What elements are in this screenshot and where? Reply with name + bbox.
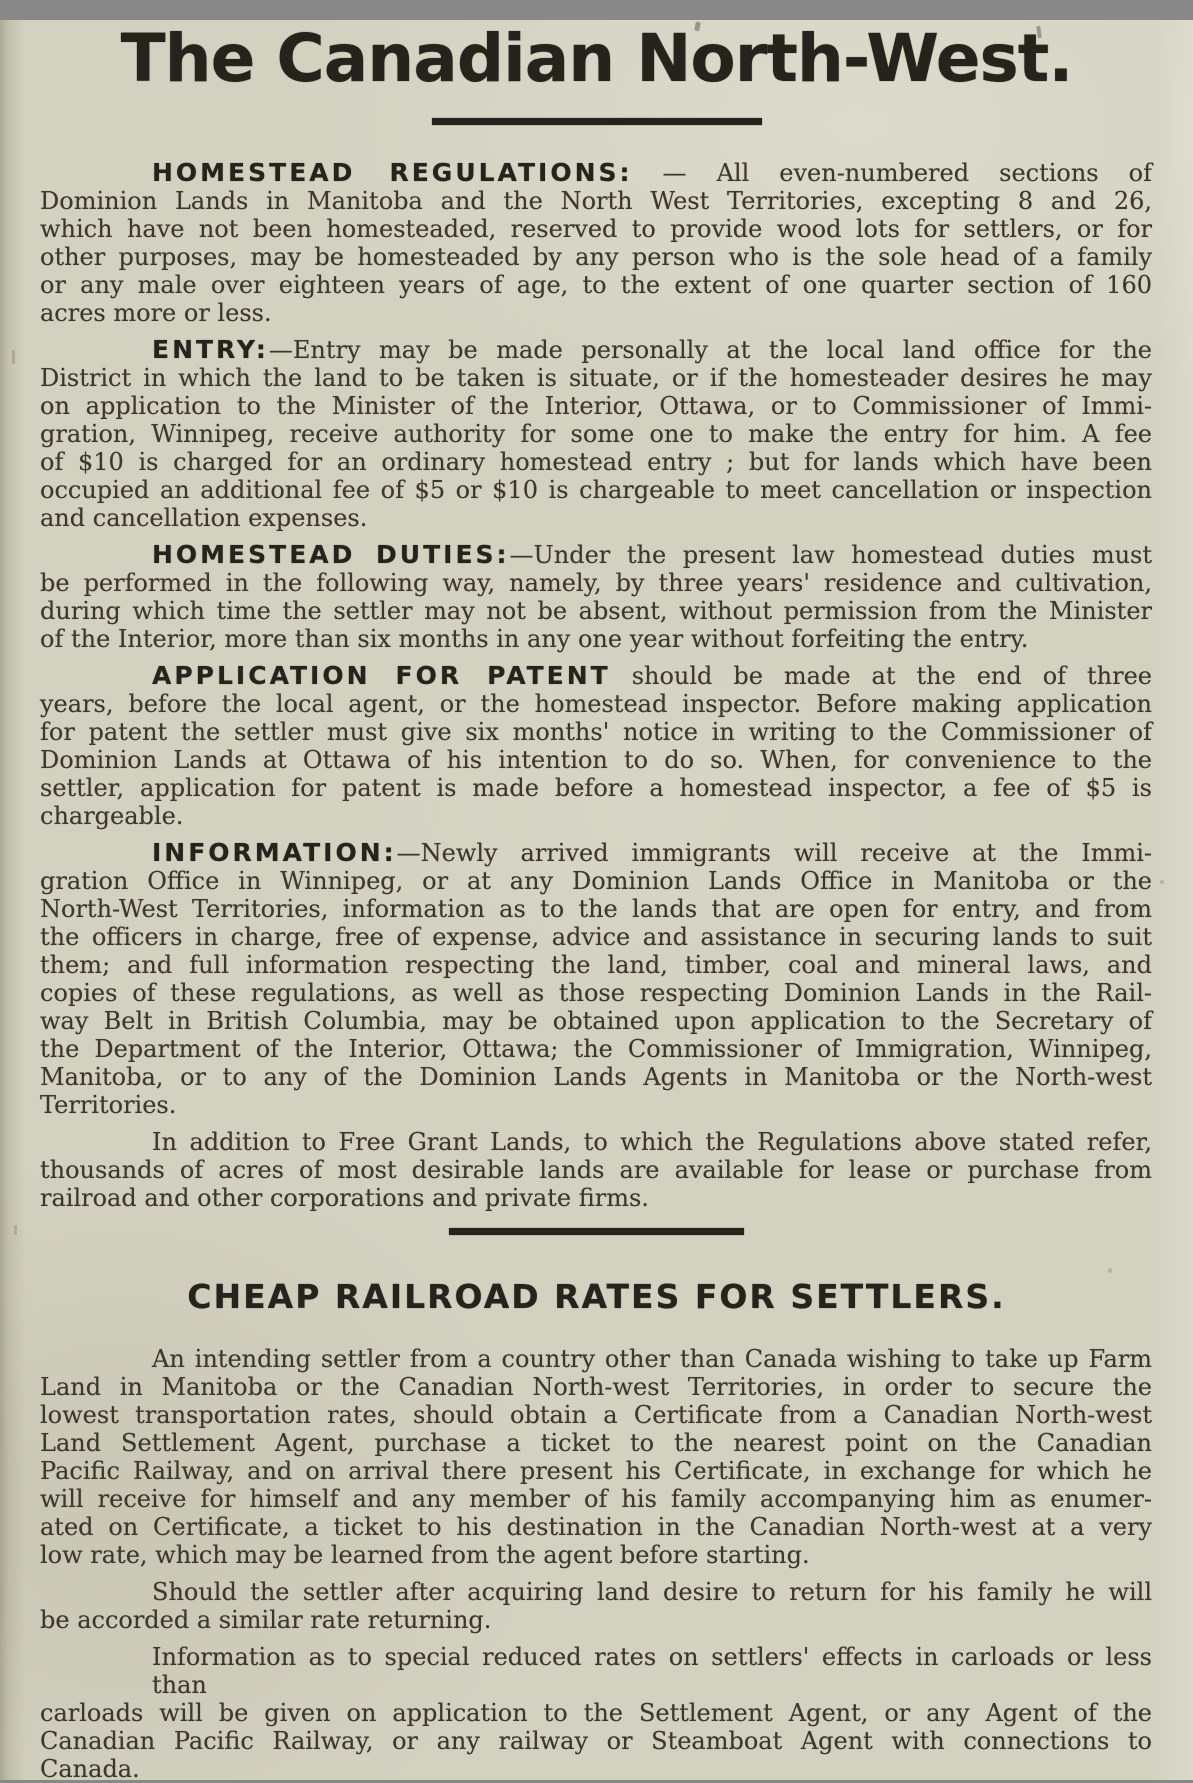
paragraph [40,839,1152,1119]
text-line: gration Office in Winnipeg, or at any Dominion Lands Office in Manitoba or the [40,867,1152,895]
text-line: be accorded a similar rate returning. [40,1606,492,1634]
text-line: during which time the settler may not be absent, without permission from the Minister [40,597,1152,625]
text-line: other purposes, may be homesteaded by any person who is the sole head of a family [40,243,1152,271]
text-line [40,839,1152,867]
text-line: District in which the land to be taken is situate, or if the homesteader desires he may [40,364,1152,392]
text-line-first: —Entry may be made personally at the local land office for the [268,336,1152,364]
text-line: or any male over eighteen years of age, to the extent of one quarter section of 160 [40,271,1152,299]
text-line [40,159,1152,187]
paragraph-lead: HOMESTEAD REGULATIONS: [152,158,633,187]
text-line: the Department of the Interior, Ottawa; the Commissioner of Immigration, Winnipeg, [40,1035,1152,1063]
text-line [40,1128,1152,1156]
text-line: way Belt in British Columbia, may be obtained upon application to the Secretary of [40,1007,1152,1035]
text-line [40,1643,1152,1699]
text-line [40,662,1152,690]
text-line: of the Interior, more than six months in any one year without forfeiting the entry. [40,625,1029,653]
homestead-regulations-section [40,159,1152,1212]
text-line [40,541,1152,569]
paragraph [40,336,1152,532]
text-line-first: Information as to special reduced rates on settlers' effects in carloads or less than [152,1643,1152,1699]
text-line: Canada. [40,1755,140,1783]
text-line: lowest transportation rates, should obtain a Certificate from a Canadian North-west [40,1401,1152,1429]
text-line: years, before the local agent, or the homestead inspector. Before making application [40,690,1152,718]
paragraph [40,1578,1152,1634]
paragraph [40,1643,1152,1783]
paragraph [40,1345,1152,1569]
text-line: Manitoba, or to any of the Dominion Lands Agents in Manitoba or the North-west [40,1063,1152,1091]
railroad-rates-section [40,1345,1152,1783]
paper-speck [12,350,15,364]
paragraph [40,159,1152,327]
paragraph-lead: HOMESTEAD DUTIES: [152,540,510,569]
paper-speck [14,1225,17,1235]
text-line-first: — All even-numbered sections of [632,159,1152,187]
text-line: on application to the Minister of the Interior, Ottawa, or to Commissioner of Immi- [40,392,1152,420]
text-line: railroad and other corporations and private firms. [40,1184,649,1212]
paper-speck [940,1072,944,1076]
text-line: settler, application for patent is made before a homestead inspector, a fee of $5 is [40,774,1152,802]
text-line-first: In addition to Free Grant Lands, to which the Regulations above stated refer, [152,1128,1152,1156]
text-line [40,1345,1152,1373]
paragraph-lead: APPLICATION FOR PATENT [152,661,611,690]
paper-speck [178,1528,181,1532]
paragraph-lead: ENTRY: [152,335,269,364]
text-line: Land Settlement Agent, purchase a ticket to the nearest point on the Canadian [40,1429,1152,1457]
title-divider-rule [432,118,762,125]
page-title: The Canadian North-West. [120,20,1073,97]
text-line [40,1578,1152,1606]
paragraph-lead: INFORMATION: [152,838,397,867]
text-line: the officers in charge, free of expense, advice and assistance in securing lands to suit [40,923,1152,951]
text-line-first: —Under the present law homestead duties must [509,541,1152,569]
text-line: ated on Certificate, a ticket to his destination in the Canadian North-west at a very [40,1513,1152,1541]
text-line: occupied an additional fee of $5 or $10 is chargeable to meet cancellation or inspection [40,476,1152,504]
text-line: be performed in the following way, namely, by three years' residence and cultivation, [40,569,1152,597]
text-line: low rate, which may be learned from the agent before starting. [40,1541,810,1569]
text-line: which have not been homesteaded, reserved to provide wood lots for settlers, or for [40,215,1152,243]
text-line: Canadian Pacific Railway, or any railway or Steamboat Agent with connections to [40,1727,1152,1755]
text-line: copies of these regulations, as well as those respecting Dominion Lands in the Rail- [40,979,1152,1007]
text-line: Pacific Railway, and on arrival there present his Certificate, in exchange for which he [40,1457,1152,1485]
text-line: Land in Manitoba or the Canadian North-west Territories, in order to secure the [40,1373,1152,1401]
text-line: Dominion Lands at Ottawa of his intention to do so. When, for convenience to the [40,746,1152,774]
section-divider-rule [449,1228,744,1235]
text-line: acres more or less. [40,299,272,327]
scanned-document-page [0,20,1193,1783]
text-line: North-West Territories, information as to the lands that are open for entry, and from [40,895,1152,923]
text-line: them; and full information respecting the land, timber, coal and mineral laws, and [40,951,1152,979]
text-line: carloads will be given on application to the Settlement Agent, or any Agent of the [40,1699,1152,1727]
text-line: Dominion Lands in Manitoba and the North West Territories, excepting 8 and 26, [40,187,1152,215]
text-line: chargeable. [40,802,184,830]
text-line: will receive for himself and any member of his family accompanying him as enumer- [40,1485,1152,1513]
text-line [40,336,1152,364]
paper-speck [1160,880,1164,884]
text-line: gration, Winnipeg, receive authority for some one to make the entry for him. A fee [40,420,1152,448]
text-line-first: Should the settler after acquiring land desire to return for his family he will [152,1578,1152,1606]
text-line: and cancellation expenses. [40,504,368,532]
text-line-first: should be made at the end of three [610,662,1153,690]
text-line: Territories. [40,1091,177,1119]
paragraph [40,1128,1152,1212]
paper-speck [1108,1268,1112,1273]
text-line: for patent the settler must give six months' notice in writing to the Commissioner of [40,718,1152,746]
text-line: thousands of acres of most desirable lands are available for lease or purchase from [40,1156,1152,1184]
paragraph [40,541,1152,653]
paragraph [40,662,1152,830]
railroad-rates-heading: CHEAP RAILROAD RATES FOR SETTLERS. [187,1277,1006,1316]
text-line: of $10 is charged for an ordinary homestead entry ; but for lands which have been [40,448,1152,476]
text-line-first: —Newly arrived immigrants will receive at the Immi- [396,839,1152,867]
text-line-first: An intending settler from a country other than Canada wishing to take up Farm [152,1345,1152,1373]
